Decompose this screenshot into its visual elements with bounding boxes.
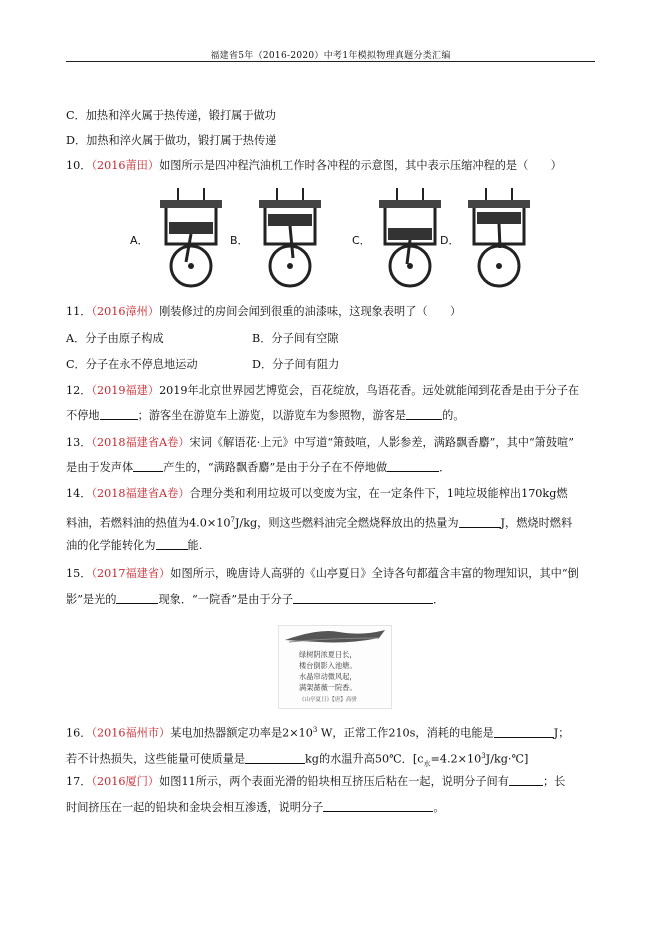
text-segment: W，正常工作210s，消耗的电能是 (317, 726, 494, 740)
text-segment: 某电加热器额定功率是2×10 (170, 726, 313, 740)
question-17 (66, 774, 565, 790)
text-segment: ；游客坐在游览车上游览，以游览车为参照物，游客是 (137, 409, 407, 422)
question-number: 14． (66, 487, 92, 500)
text-segment: kg的水温升高50℃．[c (305, 752, 424, 766)
question-10 (66, 158, 562, 174)
question-text: 合理分类和利用垃圾可以变废为宝，在一定条件下，1吨垃圾能榨出170kg燃 (189, 487, 568, 500)
poem-attribution: 《山亭夏日》【唐】高骈 (299, 697, 357, 703)
q11-option-d: D．分子间有阻力 (252, 358, 340, 371)
poem-line: 水晶帘动微风起， (299, 672, 357, 681)
question-source: （2016莆田） (91, 159, 160, 172)
poem-line: 绿树阴浓夏日长， (299, 650, 357, 659)
text-segment: 影”是光的 (66, 593, 117, 606)
question-number: 12． (66, 384, 92, 397)
question-14-line3 (66, 538, 202, 554)
text-segment: 若不计热损失，这些能量可使质量是 (66, 752, 246, 766)
question-15-line2 (66, 592, 444, 608)
q9-option-c: C．加热和淬火属于热传递，锻打属于做功 (66, 109, 276, 122)
question-text: 宋词《解语花·上元》中写道“箫鼓喧，人影参差，满路飘香麝”，其中“箫鼓喧” (189, 436, 574, 449)
q9-option-d: D．加热和淬火属于做功，锻打属于热传递 (66, 134, 277, 147)
page-header: 福建省5年（2016-2020）中考1年模拟物理真题分类汇编 (210, 51, 451, 61)
question-text: 如图所示，晚唐诗人高骈的《山亭夏日》全诗各句都蕴含丰富的物理知识，其中“倒 (170, 567, 579, 580)
engine-diagram-a (156, 186, 226, 296)
question-number: 13． (66, 436, 92, 449)
question-16-line2 (66, 748, 528, 772)
question-source: （2018福建省A卷） (91, 436, 190, 449)
question-number: 17． (66, 775, 92, 788)
question-14-line2 (66, 512, 572, 532)
question-source: （2019福建） (91, 384, 160, 397)
text-segment: ． (433, 593, 445, 606)
text-segment: 能. (187, 539, 203, 552)
question-11 (66, 304, 461, 320)
header-divider (66, 61, 595, 62)
answer-blank[interactable] (156, 538, 188, 550)
answer-blank[interactable] (116, 592, 158, 604)
question-source: （2017福建省） (91, 567, 171, 580)
text-segment: J/kg·℃] (485, 752, 529, 766)
text-segment: 料油，若燃料油的热值为4.0×10 (66, 516, 231, 530)
poem-line: 满架蔷薇一院香。 (299, 683, 357, 692)
question-number: 11． (66, 305, 92, 318)
engine-stroke-diagrams (130, 186, 490, 296)
superscript: 3 (481, 752, 486, 760)
question-15 (66, 566, 579, 582)
answer-blank[interactable] (100, 408, 138, 420)
answer-blank[interactable] (406, 408, 442, 420)
question-16 (66, 722, 569, 742)
text-segment: J/kg，则这些燃料油完全燃烧释放出的热量为 (234, 516, 459, 530)
question-source: （2016厦门） (91, 775, 160, 788)
text-segment: ；长 (542, 775, 566, 788)
answer-blank[interactable] (459, 516, 501, 528)
subscript: 水 (423, 759, 431, 768)
poem-illustration (278, 625, 392, 709)
question-17-line2 (66, 800, 445, 816)
text-segment: =4.2×10 (430, 752, 482, 766)
poem-line: 楼台倒影入池塘。 (299, 661, 357, 670)
question-12 (66, 383, 579, 399)
question-13-line2 (66, 460, 450, 476)
text-segment: 是由于发声体 (66, 461, 134, 474)
text-segment: 油的化学能转化为 (66, 539, 156, 552)
text-segment: ． (439, 461, 451, 474)
question-number: 16． (66, 726, 92, 740)
pavilion-roof-drawing (279, 626, 391, 648)
question-number: 10． (66, 159, 92, 172)
question-text: 刚装修过的房间会闻到很重的油漆味，这现象表明了（ ） (159, 305, 462, 318)
answer-blank[interactable] (323, 800, 433, 812)
text-segment: J，燃烧时燃料 (500, 516, 573, 530)
question-text: 2019年北京世界园艺博览会，百花绽放，鸟语花香。远处就能闻到花香是由于分子在 (159, 384, 580, 397)
q11-option-b: B．分子间有空隙 (252, 332, 339, 345)
answer-blank[interactable] (293, 592, 433, 604)
text-segment: 。 (433, 801, 445, 814)
question-13 (66, 435, 574, 451)
text-segment: 现象．“一院香”是由于分子 (158, 593, 293, 606)
question-12-line2 (66, 408, 464, 424)
text-segment: 产生的，“满路飘香麝”是由于分子在不停地做 (163, 461, 388, 474)
text-segment: 不停地 (66, 409, 100, 422)
q11-option-c: C．分子在永不停息地运动 (66, 358, 198, 371)
q11-option-a: A．分子由原子构成 (66, 332, 164, 345)
option-label-c: C． (352, 234, 371, 247)
question-source: （2016漳州） (91, 305, 160, 318)
answer-blank[interactable] (133, 460, 163, 472)
question-14 (66, 486, 568, 502)
engine-diagram-d (464, 186, 534, 296)
option-label-b: B． (230, 234, 249, 247)
text-segment: 时间挤压在一起的铅块和金块会相互渗透，说明分子 (66, 801, 324, 814)
answer-blank[interactable] (245, 752, 305, 764)
question-source: （2016福州市） (91, 726, 171, 740)
answer-blank[interactable] (509, 774, 543, 786)
text-segment: J； (553, 726, 570, 740)
answer-blank[interactable] (387, 460, 439, 472)
engine-diagram-b (255, 186, 325, 296)
option-label-a: A． (130, 234, 149, 247)
engine-diagram-c (375, 186, 445, 296)
superscript: 3 (312, 726, 318, 734)
option-label-d: D． (440, 234, 460, 247)
question-source: （2018福建省A卷） (91, 487, 190, 500)
answer-blank[interactable] (494, 726, 554, 738)
superscript: 7 (230, 516, 235, 524)
text-segment: 的。 (442, 409, 465, 422)
text-segment: 如图11所示，两个表面光滑的铅块相互挤压后粘在一起，说明分子间有 (159, 775, 509, 788)
question-number: 15． (66, 567, 92, 580)
question-text: 如图所示是四冲程汽油机工作时各冲程的示意图，其中表示压缩冲程的是（ ） (159, 159, 562, 172)
